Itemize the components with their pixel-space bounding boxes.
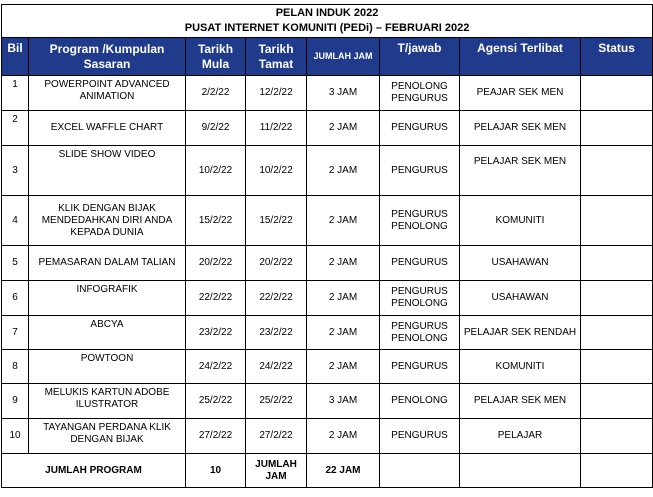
- cell-tjawab: PENGURUS PENOLONG: [380, 196, 460, 246]
- cell-bil: 6: [2, 281, 29, 316]
- document-title: [2, 5, 653, 38]
- cell-status: [581, 419, 653, 454]
- cell-jumlah-jam: 2 JAM: [307, 350, 380, 384]
- cell-tjawab: PENGURUS: [380, 111, 460, 146]
- cell-agensi: PEAJAR SEK MEN: [460, 76, 581, 111]
- table-row: [2, 384, 653, 419]
- cell-bil: 5: [2, 246, 29, 281]
- cell-bil: 8: [2, 350, 29, 384]
- table-row: [2, 146, 653, 196]
- cell-agensi: PELAJAR SEK MEN: [460, 146, 581, 196]
- total-empty-cell: [460, 454, 581, 488]
- total-empty-cell: [581, 454, 653, 488]
- cell-tarikh-tamat: 11/2/22: [246, 111, 307, 146]
- table-row: [2, 246, 653, 281]
- header-bil: Bil: [2, 38, 29, 76]
- cell-tarikh-tamat: 12/2/22: [246, 76, 307, 111]
- master-plan-table: [1, 4, 653, 488]
- cell-agensi: USAHAWAN: [460, 281, 581, 316]
- cell-agensi: PELAJAR SEK RENDAH: [460, 316, 581, 350]
- cell-tarikh-mula: 24/2/22: [186, 350, 246, 384]
- table-row: [2, 111, 653, 146]
- header-row: [2, 38, 653, 76]
- cell-agensi: USAHAWAN: [460, 246, 581, 281]
- cell-tarikh-tamat: 15/2/22: [246, 196, 307, 246]
- table-row: [2, 419, 653, 454]
- cell-status: [581, 246, 653, 281]
- cell-bil: 1: [2, 76, 29, 111]
- table-row: [2, 281, 653, 316]
- cell-bil: 2: [2, 111, 29, 146]
- cell-status: [581, 384, 653, 419]
- cell-jumlah-jam: 2 JAM: [307, 196, 380, 246]
- cell-jumlah-jam: 2 JAM: [307, 111, 380, 146]
- cell-tarikh-mula: 9/2/22: [186, 111, 246, 146]
- table-row: [2, 350, 653, 384]
- cell-tjawab: PENGURUS: [380, 350, 460, 384]
- cell-status: [581, 111, 653, 146]
- cell-status: [581, 146, 653, 196]
- header-tjawab: T/jawab: [380, 38, 460, 76]
- cell-agensi: PELAJAR SEK MEN: [460, 384, 581, 419]
- cell-tarikh-tamat: 25/2/22: [246, 384, 307, 419]
- cell-tjawab: PENGURUS: [380, 246, 460, 281]
- header-program: Program /Kumpulan Sasaran: [29, 38, 186, 76]
- cell-status: [581, 281, 653, 316]
- cell-program: SLIDE SHOW VIDEO: [29, 146, 186, 196]
- cell-tarikh-mula: 2/2/22: [186, 76, 246, 111]
- table-row: [2, 76, 653, 111]
- cell-tarikh-mula: 22/2/22: [186, 281, 246, 316]
- cell-tjawab: PENGURUS PENOLONG: [380, 281, 460, 316]
- title-line-2: PUSAT INTERNET KOMUNITI (PEDi) – FEBRUARI 2022: [184, 22, 470, 34]
- cell-tjawab: PENGURUS: [380, 419, 460, 454]
- title-line-1: PELAN INDUK 2022: [275, 7, 379, 19]
- cell-tarikh-mula: 23/2/22: [186, 316, 246, 350]
- total-empty-cell: [380, 454, 460, 488]
- cell-jumlah-jam: 2 JAM: [307, 146, 380, 196]
- total-jam-label: JUMLAH JAM: [246, 454, 307, 488]
- cell-agensi: PELAJAR: [460, 419, 581, 454]
- cell-program: MELUKIS KARTUN ADOBE ILUSTRATOR: [29, 384, 186, 419]
- cell-program: TAYANGAN PERDANA KLIK DENGAN BIJAK: [29, 419, 186, 454]
- cell-tjawab: PENOLONG: [380, 384, 460, 419]
- cell-tjawab: PENOLONG PENGURUS: [380, 76, 460, 111]
- cell-status: [581, 316, 653, 350]
- header-agensi: Agensi Terlibat: [460, 38, 581, 76]
- cell-status: [581, 76, 653, 111]
- total-jam-value: 22 JAM: [307, 454, 380, 488]
- total-program-label: JUMLAH PROGRAM: [2, 454, 186, 488]
- cell-agensi: PELAJAR SEK MEN: [460, 111, 581, 146]
- cell-agensi: KOMUNITI: [460, 196, 581, 246]
- header-jumlah-jam: JUMLAH JAM: [307, 38, 380, 76]
- cell-tarikh-tamat: 20/2/22: [246, 246, 307, 281]
- cell-jumlah-jam: 2 JAM: [307, 281, 380, 316]
- table-row: [2, 196, 653, 246]
- cell-agensi: KOMUNITI: [460, 350, 581, 384]
- total-program-count: 10: [186, 454, 246, 488]
- table-row: [2, 316, 653, 350]
- cell-tarikh-mula: 25/2/22: [186, 384, 246, 419]
- cell-bil: 10: [2, 419, 29, 454]
- cell-bil: 7: [2, 316, 29, 350]
- cell-program: EXCEL WAFFLE CHART: [29, 111, 186, 146]
- cell-jumlah-jam: 3 JAM: [307, 384, 380, 419]
- cell-jumlah-jam: 2 JAM: [307, 419, 380, 454]
- cell-tarikh-tamat: 27/2/22: [246, 419, 307, 454]
- header-tarikh-mula: Tarikh Mula: [186, 38, 246, 76]
- cell-tarikh-mula: 20/2/22: [186, 246, 246, 281]
- cell-tarikh-tamat: 22/2/22: [246, 281, 307, 316]
- header-status: Status: [581, 38, 653, 76]
- cell-tarikh-tamat: 23/2/22: [246, 316, 307, 350]
- cell-tarikh-mula: 10/2/22: [186, 146, 246, 196]
- cell-tarikh-tamat: 10/2/22: [246, 146, 307, 196]
- cell-jumlah-jam: 3 JAM: [307, 76, 380, 111]
- cell-jumlah-jam: 2 JAM: [307, 316, 380, 350]
- cell-program: INFOGRAFIK: [29, 281, 186, 316]
- cell-program: KLIK DENGAN BIJAK MENDEDAHKAN DIRI ANDA KEPADA DUNIA: [29, 196, 186, 246]
- cell-program: ABCYA: [29, 316, 186, 350]
- header-tarikh-tamat: Tarikh Tamat: [246, 38, 307, 76]
- cell-program: PEMASARAN DALAM TALIAN: [29, 246, 186, 281]
- cell-bil: 3: [2, 146, 29, 196]
- cell-jumlah-jam: 2 JAM: [307, 246, 380, 281]
- cell-tjawab: PENGURUS: [380, 146, 460, 196]
- cell-tarikh-mula: 27/2/22: [186, 419, 246, 454]
- cell-status: [581, 350, 653, 384]
- cell-bil: 4: [2, 196, 29, 246]
- total-row: [2, 454, 653, 488]
- cell-status: [581, 196, 653, 246]
- cell-tjawab: PENGURUS PENOLONG: [380, 316, 460, 350]
- cell-tarikh-tamat: 24/2/22: [246, 350, 307, 384]
- cell-tarikh-mula: 15/2/22: [186, 196, 246, 246]
- cell-program: POWTOON: [29, 350, 186, 384]
- cell-bil: 9: [2, 384, 29, 419]
- cell-program: POWERPOINT ADVANCED ANIMATION: [29, 76, 186, 111]
